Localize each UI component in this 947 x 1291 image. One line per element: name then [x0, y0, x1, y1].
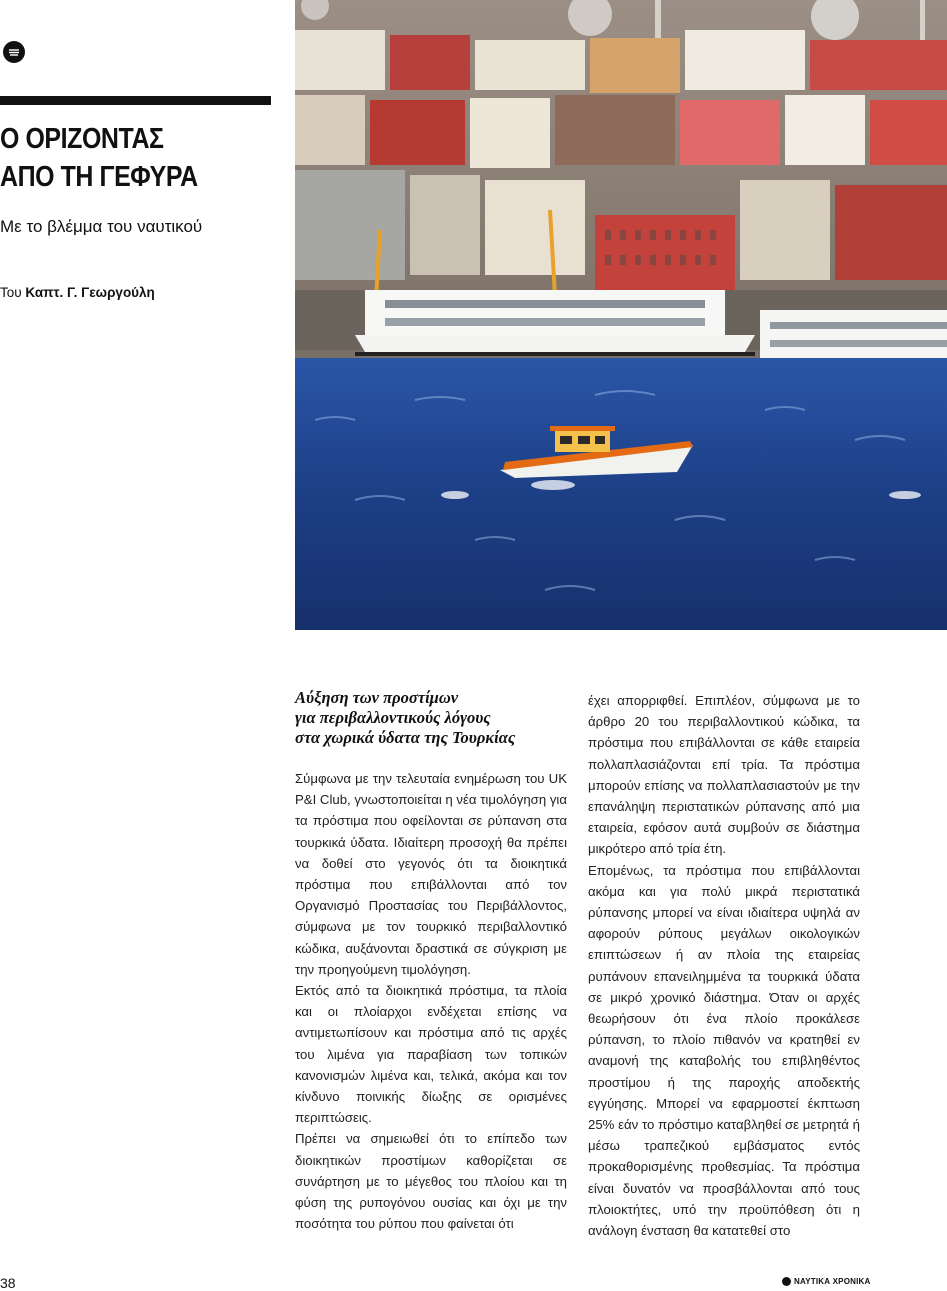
page-number: 38 — [0, 1275, 16, 1291]
footer-brand — [782, 1277, 871, 1286]
byline — [0, 285, 155, 300]
page-title-line2: ΑΠΟ ΤΗ ΓΕΦΥΡΑ — [0, 161, 198, 193]
paragraph: Πρέπει να σημειωθεί ότι το επίπεδο των διοικητικών προστίμων καθορίζεται σε συνάρτηση με το μέγεθος του πλοίου και τη φύση της ρυπογόνου ουσίας και όχι με την ποσότητα του ρύπου που φαίνεται ότι — [295, 1131, 567, 1232]
paragraph: έχει απορριφθεί. Επιπλέον, σύμφωνα με το άρθρο 20 του περιβαλλοντικού κώδικα, τα πρόστιμα που επιβάλλονται σε κάθε εταιρεία πολλαπλασιάζονται επί τρία. Τα πρόστιμα μπορούν επίσης να πολλαπλασιαστούν με την επανάληψη περιστατικών ρύπανσης από μια εταιρεία, εφόσον αυτά συμβούν σε διάστημα μικρότερο από τρία έτη. — [588, 693, 860, 857]
page-title — [0, 120, 241, 196]
header-rule — [0, 96, 271, 105]
byline-prefix: Του — [0, 285, 22, 300]
article-column-2 — [588, 690, 860, 1241]
byline-author: Καπτ. Γ. Γεωργούλη — [25, 285, 155, 300]
paragraph: Επομένως, τα πρόστιμα που επιβάλλονται ακόμα και για πολύ μικρά περιστατικά ρύπανσης μπορεί να είναι ιδιαίτερα υψηλά αν αφορούν ρύπους μεγάλων οικολογικών επιπτώσεων ή αν πλοία της εταιρείας ρυπάνουν επανειλημμένα τα τουρκικά ύδατα σε μικρό χρονικό διάστημα. Όταν οι αρχές θεωρήσουν ότι ένα πλοίο προκάλεσε ρύπανση, το πλοίο πιθανόν να κρατηθεί εν αναμονή της καταβολής του επιβληθέντος προστίμου ή της παροχής αποδεκτής εγγύησης. Μπορεί να εφαρμοστεί έκπτωση 25% εάν το πρόστιμο καταβληθεί σε μετρητά ή μέσω τραπεζικού εμβάσματος εντός προκαθορισμένης προθεσμίας. Τα πρόστιμα είναι δυνατόν να προσβάλλονται από τους πλοιοκτήτες, υπό την προϋπόθεση ότι η ανάλογη ένσταση θα κατατεθεί στο — [588, 862, 860, 1239]
paragraph: Εκτός από τα διοικητικά πρόστιμα, τα πλοία και οι πλοίαρχοι ενδέχεται επίσης να αντιμετωπίσουν και πρόστιμα από τις αρχές του λιμένα για παραβίαση των τοπικών κανονισμών λιμένα και, τελικά, ακόμα και τον κίνδυνο ποινικής δίωξης σε ορισμένες περιπτώσεις. — [295, 983, 567, 1126]
section-heading — [295, 688, 565, 748]
brand-name: ΝΑΥΤΙΚΑ ΧΡΟΝΙΚΑ — [794, 1277, 871, 1286]
article-column-1 — [295, 768, 567, 1234]
brand-logo-icon — [782, 1277, 791, 1286]
istanbul-harbor-photo — [295, 0, 947, 630]
magazine-logo-icon — [3, 41, 25, 63]
section-heading-line3: στα χωρικά ύδατα της Τουρκίας — [295, 728, 516, 747]
section-heading-line2: για περιβαλλοντικούς λόγους — [295, 708, 491, 727]
section-heading-line1: Αύξηση των προστίμων — [295, 688, 459, 707]
page-title-line1: Ο ΟΡΙΖΟΝΤΑΣ — [0, 123, 164, 155]
paragraph: Σύμφωνα με την τελευταία ενημέρωση του UK P&I Club, γνωστοποιείται η νέα τιμολόγηση για τα πρόστιμα που οφείλονται σε ρύπανση στα τουρκικά ύδατα. Ιδιαίτερη προσοχή θα πρέπει να δοθεί στο γεγονός ότι τα διοικητικά πρόστιμα που επιβάλλονται από τον Οργανισμό Προστασίας του Περιβάλλοντος, σύμφωνα με τον τουρκικό περιβαλλοντικό κώδικα, αυξάνονται δραστικά σε σύγκριση με την προηγούμενη τιμολόγηση. — [295, 771, 567, 977]
subtitle: Με το βλέμμα του ναυτικού — [0, 217, 203, 236]
